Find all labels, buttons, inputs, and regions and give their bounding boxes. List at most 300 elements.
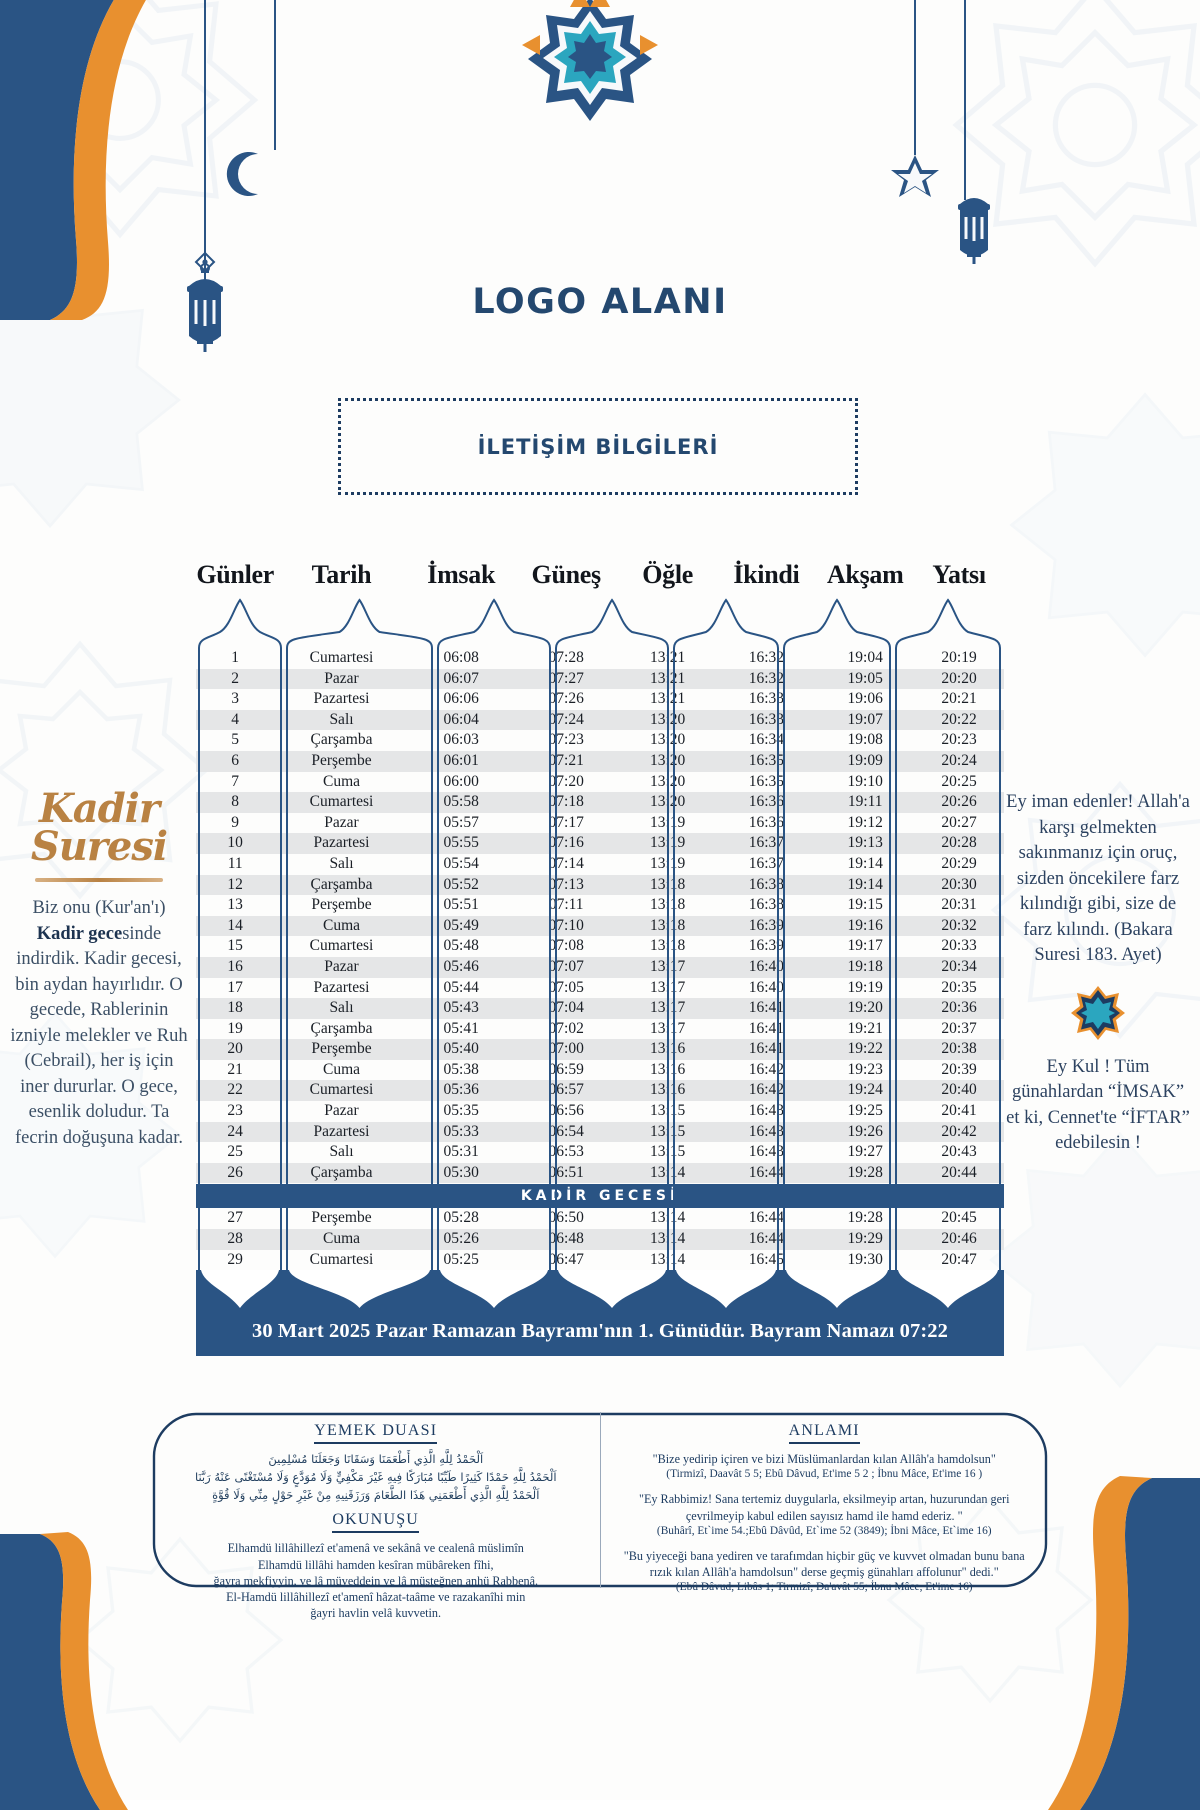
- cell-akam: 19:09: [847, 751, 883, 769]
- cell-le: 13:17: [649, 999, 686, 1017]
- cell-le: 13:15: [649, 1143, 686, 1161]
- cell-le: 13:14: [649, 1209, 686, 1227]
- table-row: [196, 689, 1004, 710]
- cell-yats: 20:40: [941, 1081, 977, 1099]
- cell-imsak: 05:41: [443, 1019, 479, 1037]
- cell-yats: 20:45: [941, 1209, 977, 1227]
- cell-yats: 20:22: [941, 710, 977, 728]
- yemek-duasi-heading: YEMEK DUASI: [314, 1422, 437, 1444]
- cell-gnler: 11: [227, 854, 243, 872]
- cell-tarih: Çarşamba: [310, 1019, 373, 1037]
- cell-yats: 20:43: [941, 1143, 977, 1161]
- cell-imsak: 05:49: [443, 916, 479, 934]
- cell-gnler: 10: [227, 834, 243, 852]
- anlami-text: "Bize yedirip içiren ve bizi Müslümanlardan kılan Allâh'a hamdolsun": [652, 1452, 996, 1466]
- anlami-source: (Tirmizî, Daavât 5 5; Ebû Dâvud, Et'ime 5 2 ; İbnu Mâce, Et'ime 16 ): [666, 1468, 983, 1481]
- cell-akam: 19:04: [847, 649, 883, 666]
- cell-ikindi: 16:35: [748, 751, 785, 769]
- table-row: [196, 772, 1004, 793]
- dua-arabic-line: اَلْحَمْدُ لِلَّهِ حَمْدًا كَثِيرًا طَيِّبًا مُبَارَكًا فِيهِ غَيْرَ مَكْفِيٍّ وَلَا مُوَدَّعٍ وَلَا مُسْتَغْنًى عَنْهُ رَبَّنَا: [194, 1469, 557, 1484]
- cell-tarih: Pazartesi: [313, 834, 370, 852]
- table-row: [196, 648, 1004, 669]
- cell-gnler: 13: [227, 896, 243, 914]
- cell-yats: 20:31: [941, 896, 977, 914]
- cell-le: 13:14: [649, 1163, 686, 1181]
- cell-le: 13:16: [649, 1060, 686, 1078]
- yemek-duasi-column: [152, 1412, 600, 1621]
- dua-arabic-line: اَلْحَمْدُ لِلَّهِ الَّذِي أَطْعَمَنِي هَذَا الطَّعَامَ وَرَزَقَنِيهِ مِنْ غَيْرِ حَوْلٍ مِنِّي وَلَا قُوَّةٍ: [212, 1487, 540, 1502]
- okunusu-line: ğayri havlin velâ kuvvetin.: [310, 1606, 442, 1621]
- cell-gne: 07:28: [548, 649, 584, 666]
- cell-gne: 06:57: [548, 1081, 584, 1099]
- okunusu-line: ğayra mekfiyyin, ve lâ müveddein ve lâ müsteğnen anhü Rabbenâ.: [213, 1573, 539, 1588]
- cell-yats: 20:34: [941, 957, 977, 975]
- cell-tarih: Cuma: [322, 1060, 361, 1078]
- kadir-suresi-body: [8, 896, 190, 1151]
- cell-gne: 06:51: [548, 1163, 584, 1181]
- table-row: [196, 1060, 1004, 1081]
- cell-yats: 20:35: [941, 978, 977, 996]
- cell-ikindi: 16:44: [748, 1163, 785, 1181]
- cell-gnler: 2: [231, 669, 240, 687]
- cell-gne: 07:18: [548, 793, 584, 811]
- cell-tarih: Perşembe: [311, 751, 372, 769]
- cell-gne: 07:04: [548, 999, 584, 1017]
- cell-tarih: Cuma: [322, 916, 361, 934]
- cell-ikindi: 16:43: [748, 1143, 785, 1161]
- cell-imsak: 05:28: [443, 1209, 479, 1227]
- cell-le: 13:16: [649, 1040, 686, 1058]
- cell-ikindi: 16:39: [748, 916, 785, 934]
- cell-akam: 19:14: [847, 875, 883, 893]
- cell-gnler: 16: [227, 957, 243, 975]
- okunusu-line: Elhamdü lillâhi hamden kesîran mübâreken fîhi,: [257, 1557, 494, 1572]
- cell-le: 13:21: [649, 669, 686, 687]
- logo-area: [0, 282, 1200, 322]
- table-row: [196, 957, 1004, 978]
- table-row: [196, 1080, 1004, 1101]
- cell-yats: 20:47: [941, 1250, 977, 1268]
- cell-gne: 07:08: [548, 937, 584, 955]
- cell-tarih: Pazartesi: [313, 690, 370, 708]
- footer-scallop: [440, 1270, 548, 1308]
- cell-gnler: 28: [227, 1230, 243, 1248]
- cell-tarih: Pazar: [324, 957, 359, 975]
- footer-scallop: [898, 1270, 998, 1308]
- table-row: [196, 998, 1004, 1019]
- table-row: [196, 1250, 1004, 1271]
- kadir-body-pre: Biz onu (Kur'an'ı): [32, 898, 166, 918]
- anlami-text: "Ey Rabbimiz! Sana tertemiz duygularla, eksilmeyip artan, huzurundan geri çevrilmeyip kabul edilen sayısız hamd ile hamd ederiz. ": [639, 1492, 1010, 1523]
- cell-gne: 07:07: [548, 957, 584, 975]
- cell-le: 13:19: [649, 854, 686, 872]
- bakara-verse-panel: [1006, 790, 1190, 1157]
- dua-arabic-line: اَلْحَمْدُ لِلَّهِ الَّذِي أَطْعَمَنَا وَسَقَانَا وَجَعَلَنَا مُسْلِمِينَ: [268, 1452, 484, 1466]
- cell-ikindi: 16:41: [748, 1019, 785, 1037]
- cell-le: 13:20: [649, 710, 686, 728]
- cell-gnler: 26: [227, 1163, 243, 1181]
- cell-imsak: 06:00: [443, 772, 479, 790]
- cell-imsak: 05:43: [443, 999, 479, 1017]
- cell-akam: 19:20: [847, 999, 883, 1017]
- cell-gne: 07:10: [548, 916, 584, 934]
- cell-akam: 19:17: [847, 937, 883, 955]
- cell-gnler: 27: [227, 1209, 243, 1227]
- cell-imsak: 06:08: [443, 649, 479, 666]
- cell-akam: 19:18: [847, 957, 883, 975]
- cell-gnler: 29: [227, 1250, 243, 1268]
- cell-imsak: 05:36: [443, 1081, 479, 1099]
- cell-akam: 19:30: [847, 1250, 883, 1268]
- cell-gnler: 6: [231, 751, 240, 769]
- cell-akam: 19:11: [847, 793, 883, 811]
- cell-gnler: 20: [227, 1040, 243, 1058]
- cell-akam: 19:21: [847, 1019, 883, 1037]
- cell-akam: 19:05: [847, 669, 883, 687]
- cell-gne: 07:14: [548, 854, 584, 872]
- cell-imsak: 05:57: [443, 813, 479, 831]
- kadir-gecesi-band: [196, 1184, 1004, 1208]
- cell-tarih: Salı: [329, 999, 354, 1017]
- cell-akam: 19:16: [847, 916, 883, 934]
- cell-le: 13:15: [649, 1102, 686, 1120]
- cell-gne: 07:16: [548, 834, 584, 852]
- cell-tarih: Çarşamba: [310, 875, 373, 893]
- cell-gne: 07:27: [548, 669, 584, 687]
- cell-ikindi: 16:45: [748, 1250, 785, 1268]
- cell-imsak: 05:55: [443, 834, 479, 852]
- table-row: [196, 792, 1004, 813]
- cell-gnler: 8: [231, 793, 240, 811]
- cell-le: 13:15: [649, 1122, 686, 1140]
- table-row: [196, 895, 1004, 916]
- cell-tarih: Cumartesi: [309, 1081, 374, 1099]
- anlami-heading: ANLAMI: [789, 1422, 860, 1444]
- cell-gne: 07:20: [548, 772, 584, 790]
- cell-le: 13:20: [649, 731, 686, 749]
- okunusu-text: [168, 1540, 584, 1621]
- cell-gne: 07:17: [548, 813, 584, 831]
- cell-imsak: 06:07: [443, 669, 479, 687]
- cell-imsak: 06:04: [443, 710, 479, 728]
- cell-yats: 20:27: [941, 813, 977, 831]
- kadir-suresi-divider: [35, 878, 163, 882]
- cell-yats: 20:38: [941, 1040, 977, 1058]
- cell-yats: 20:23: [941, 731, 977, 749]
- cell-yats: 20:41: [941, 1102, 977, 1120]
- cell-ikindi: 16:40: [748, 957, 785, 975]
- cell-ikindi: 16:32: [748, 669, 785, 687]
- dua-columns: [152, 1412, 1048, 1621]
- kadir-suresi-title: [8, 785, 190, 870]
- cell-imsak: 05:31: [443, 1143, 479, 1161]
- cell-le: 13:16: [649, 1081, 686, 1099]
- cell-akam: 19:07: [847, 710, 883, 728]
- cell-le: 13:14: [649, 1230, 686, 1248]
- footer-scallop: [558, 1270, 666, 1308]
- anlami-column: [600, 1412, 1049, 1594]
- cell-gne: 06:53: [548, 1143, 584, 1161]
- column-header-gne: Güneş: [531, 560, 601, 589]
- cell-gne: 07:11: [548, 896, 584, 914]
- cell-imsak: 05:51: [443, 896, 479, 914]
- cell-gne: 07:00: [548, 1040, 584, 1058]
- dua-arabic-text: [168, 1451, 584, 1504]
- footer-scallop: [201, 1270, 279, 1308]
- cell-imsak: 05:40: [443, 1040, 479, 1058]
- cell-imsak: 05:38: [443, 1060, 479, 1078]
- cell-tarih: Cumartesi: [309, 937, 374, 955]
- cell-le: 13:19: [649, 813, 686, 831]
- cell-yats: 20:30: [941, 875, 977, 893]
- cell-imsak: 06:01: [443, 751, 479, 769]
- cell-ikindi: 16:44: [748, 1209, 785, 1227]
- cell-ikindi: 16:32: [748, 649, 785, 666]
- cell-tarih: Perşembe: [311, 1209, 372, 1227]
- cell-ikindi: 16:40: [748, 978, 785, 996]
- table-row: [196, 730, 1004, 751]
- column-header-akam: Akşam: [826, 560, 904, 589]
- cell-imsak: 05:46: [443, 957, 479, 975]
- yemek-duasi-box: [152, 1412, 1048, 1621]
- cell-tarih: Cumartesi: [309, 1250, 374, 1268]
- cell-gnler: 1: [231, 649, 240, 666]
- cell-le: 13:17: [649, 957, 686, 975]
- cell-imsak: 05:48: [443, 937, 479, 955]
- anlami-source: (Ebû Dâvud, Libâs 1; Tirmizî, Da'avât 55; İbnu Mâce, Et'ime 16): [675, 1581, 973, 1594]
- okunusu-line: El-Hamdü lillâhillezî et'amenî hâzat-taâme ve razakanîhi min: [226, 1590, 526, 1605]
- cell-gne: 07:26: [548, 690, 584, 708]
- cell-gne: 06:59: [548, 1060, 584, 1078]
- cell-akam: 19:13: [847, 834, 883, 852]
- table-row: [196, 1019, 1004, 1040]
- cell-akam: 19:19: [847, 978, 883, 996]
- cell-imsak: 06:06: [443, 690, 479, 708]
- cell-gnler: 15: [227, 937, 243, 955]
- calendar-footer-band: [196, 1270, 1004, 1356]
- cell-ikindi: 16:33: [748, 710, 785, 728]
- anlami-list: [617, 1451, 1033, 1596]
- cell-le: 13:19: [649, 834, 686, 852]
- table-row: [196, 1142, 1004, 1163]
- cell-tarih: Pazar: [324, 1102, 359, 1120]
- cell-tarih: Perşembe: [311, 1040, 372, 1058]
- cell-ikindi: 16:38: [748, 896, 785, 914]
- table-row: [196, 936, 1004, 957]
- cell-tarih: Pazar: [324, 813, 359, 831]
- cell-imsak: 05:58: [443, 793, 479, 811]
- column-header-imsak: İmsak: [427, 560, 496, 589]
- cell-imsak: 06:03: [443, 731, 479, 749]
- cell-yats: 20:39: [941, 1060, 977, 1078]
- cell-gne: 07:23: [548, 731, 584, 749]
- cell-yats: 20:21: [941, 690, 977, 708]
- cell-gnler: 14: [227, 916, 243, 934]
- cell-gnler: 18: [227, 999, 243, 1017]
- cell-yats: 20:36: [941, 999, 977, 1017]
- anlami-source: (Buhârî, Et`ime 54.;Ebû Dâvûd, Et`ime 52 (3849); İbni Mâce, Et`ime 16): [656, 1524, 992, 1537]
- cell-gne: 06:48: [548, 1230, 584, 1248]
- cell-tarih: Cuma: [322, 1230, 361, 1248]
- cell-gne: 07:05: [548, 978, 584, 996]
- cell-tarih: Perşembe: [311, 896, 372, 914]
- cell-tarih: Çarşamba: [310, 1163, 373, 1181]
- table-row: [196, 1101, 1004, 1122]
- cell-gne: 06:56: [548, 1102, 584, 1120]
- cell-tarih: Cumartesi: [309, 793, 374, 811]
- cell-yats: 20:33: [941, 937, 977, 955]
- cell-le: 13:20: [649, 751, 686, 769]
- cell-ikindi: 16:33: [748, 690, 785, 708]
- cell-le: 13:18: [649, 916, 686, 934]
- column-header-gnler: Günler: [196, 560, 274, 589]
- table-row: [196, 710, 1004, 731]
- cell-ikindi: 16:35: [748, 772, 785, 790]
- cell-imsak: 05:54: [443, 854, 479, 872]
- cell-yats: 20:32: [941, 916, 977, 934]
- table-row: [196, 751, 1004, 772]
- cell-tarih: Salı: [329, 710, 354, 728]
- cell-akam: 19:24: [847, 1081, 883, 1099]
- cell-le: 13:21: [649, 649, 686, 666]
- cell-ikindi: 16:37: [748, 854, 785, 872]
- kadir-suresi-title-line2: Suresi: [30, 823, 168, 870]
- cell-akam: 19:22: [847, 1040, 883, 1058]
- cell-akam: 19:10: [847, 772, 883, 790]
- cell-akam: 19:23: [847, 1060, 883, 1078]
- cell-yats: 20:20: [941, 669, 977, 687]
- cell-akam: 19:15: [847, 896, 883, 914]
- table-row: [196, 978, 1004, 999]
- cell-tarih: Cuma: [322, 772, 361, 790]
- cell-akam: 19:29: [847, 1230, 883, 1248]
- cell-ikindi: 16:37: [748, 834, 785, 852]
- cell-akam: 19:25: [847, 1102, 883, 1120]
- cell-ikindi: 16:43: [748, 1102, 785, 1120]
- column-header-yats: Yatsı: [932, 560, 986, 589]
- kadir-suresi-title-line1: Kadir: [39, 785, 159, 832]
- cell-gnler: 12: [227, 875, 243, 893]
- cell-gne: 07:02: [548, 1019, 584, 1037]
- cell-yats: 20:29: [941, 854, 977, 872]
- cell-yats: 20:19: [941, 649, 977, 666]
- prayer-times-calendar: [196, 548, 1004, 1356]
- cell-imsak: 05:25: [443, 1250, 479, 1268]
- cell-le: 13:14: [649, 1250, 686, 1268]
- cell-imsak: 05:26: [443, 1230, 479, 1248]
- contact-info-label: İLETİŞİM BİLGİLERİ: [477, 434, 719, 459]
- anlami-text: "Bu yiyeceği bana yediren ve tarafımdan hiçbir güç ve kuvvet olmadan bunu bana rızık kılan Allâh'a hamdolsun" derse geçmiş günahları affolunur" dedi.": [623, 1548, 1025, 1580]
- table-row: [196, 1039, 1004, 1060]
- calendar-header-row: [196, 548, 1004, 590]
- cell-gnler: 24: [227, 1122, 243, 1140]
- table-row: [196, 1229, 1004, 1250]
- cell-tarih: Cumartesi: [309, 649, 374, 666]
- cell-ikindi: 16:36: [748, 793, 785, 811]
- table-row: [196, 813, 1004, 834]
- calendar-rows: [196, 594, 1004, 1270]
- cell-gnler: 19: [227, 1019, 243, 1037]
- cell-tarih: Pazar: [324, 669, 359, 687]
- contact-info-box[interactable]: [338, 398, 858, 495]
- cell-gne: 07:21: [548, 751, 584, 769]
- cell-yats: 20:46: [941, 1230, 977, 1248]
- table-row: [196, 1208, 1004, 1229]
- bakara-verse-text: Ey iman edenler! Allah'a karşı gelmekten sakınmanız için oruç, sizden öncekilere farz kılındığı gibi, size de farz kılındı. (Bakara Suresi 183. Ayet): [1006, 792, 1190, 966]
- cell-yats: 20:42: [941, 1122, 977, 1140]
- column-header-tarih: Tarih: [311, 560, 372, 589]
- cell-akam: 19:27: [847, 1143, 883, 1161]
- footer-scallop: [786, 1270, 888, 1308]
- logo-placeholder-text: LOGO ALANI: [472, 282, 728, 322]
- cell-ikindi: 16:44: [748, 1230, 785, 1248]
- cell-ikindi: 16:43: [748, 1122, 785, 1140]
- kadir-body-post: sinde indirdik. Kadir gecesi, bin aydan hayırlıdır. O gecede, Rablerinin izniyle melekler ve Ruh (Cebrail), her iş için iner dururlar. O gece, esenlik doludur. Ta fecrin doğuşuna kadar.: [10, 923, 188, 1148]
- column-header-le: Öğle: [642, 560, 694, 589]
- cell-akam: 19:28: [847, 1209, 883, 1227]
- cell-le: 13:17: [649, 1019, 686, 1037]
- table-row: [196, 875, 1004, 896]
- cell-le: 13:18: [649, 875, 686, 893]
- cell-gne: 06:50: [548, 1209, 584, 1227]
- cell-akam: 19:26: [847, 1122, 883, 1140]
- cell-tarih: Salı: [329, 1143, 354, 1161]
- cell-le: 13:21: [649, 690, 686, 708]
- cell-gnler: 4: [231, 710, 240, 728]
- cell-gnler: 7: [231, 772, 240, 790]
- eight-point-star-icon: [1070, 985, 1126, 1041]
- kadir-gecesi-label: KADİR GECESİ: [520, 1188, 680, 1205]
- column-header-ikindi: İkindi: [733, 560, 800, 589]
- ey-kul-text: Ey Kul ! Tüm günahlardan “İMSAK” et ki, Cennet'te “İFTAR” edebilesin !: [1006, 1056, 1190, 1154]
- cell-ikindi: 16:38: [748, 875, 785, 893]
- table-row: [196, 1122, 1004, 1143]
- cell-tarih: Pazartesi: [313, 978, 370, 996]
- okunusu-heading: OKUNUŞU: [332, 1511, 419, 1533]
- table-row: [196, 854, 1004, 875]
- cell-gne: 07:24: [548, 710, 584, 728]
- table-row: [196, 833, 1004, 854]
- kadir-suresi-panel: [8, 785, 190, 1151]
- cell-gne: 06:54: [548, 1122, 584, 1140]
- cell-akam: 19:12: [847, 813, 883, 831]
- okunusu-line: Elhamdü lillâhillezî et'amenâ ve sekânâ ve cealenâ müslimîn: [227, 1541, 524, 1556]
- cell-tarih: Salı: [329, 854, 354, 872]
- cell-le: 13:18: [649, 896, 686, 914]
- cell-imsak: 05:30: [443, 1163, 479, 1181]
- cell-le: 13:17: [649, 978, 686, 996]
- cell-akam: 19:06: [847, 690, 883, 708]
- cell-ikindi: 16:36: [748, 813, 785, 831]
- cell-tarih: Çarşamba: [310, 731, 373, 749]
- table-row: [196, 1163, 1004, 1184]
- cell-le: 13:20: [649, 772, 686, 790]
- cell-gnler: 5: [231, 731, 240, 749]
- table-row: [196, 916, 1004, 937]
- kadir-body-bold: Kadir gece: [36, 923, 123, 944]
- cell-gnler: 3: [231, 690, 240, 708]
- star-ornament: [1006, 985, 1190, 1041]
- cell-le: 13:20: [649, 793, 686, 811]
- cell-gnler: 23: [227, 1102, 243, 1120]
- cell-ikindi: 16:39: [748, 937, 785, 955]
- bayram-note: 30 Mart 2025 Pazar Ramazan Bayramı'nın 1. Günüdür. Bayram Namazı 07:22: [251, 1320, 948, 1343]
- cell-yats: 20:37: [941, 1019, 977, 1037]
- cell-ikindi: 16:41: [748, 999, 785, 1017]
- cell-gnler: 21: [227, 1060, 243, 1078]
- cell-imsak: 05:33: [443, 1122, 479, 1140]
- footer-scallop: [289, 1270, 430, 1308]
